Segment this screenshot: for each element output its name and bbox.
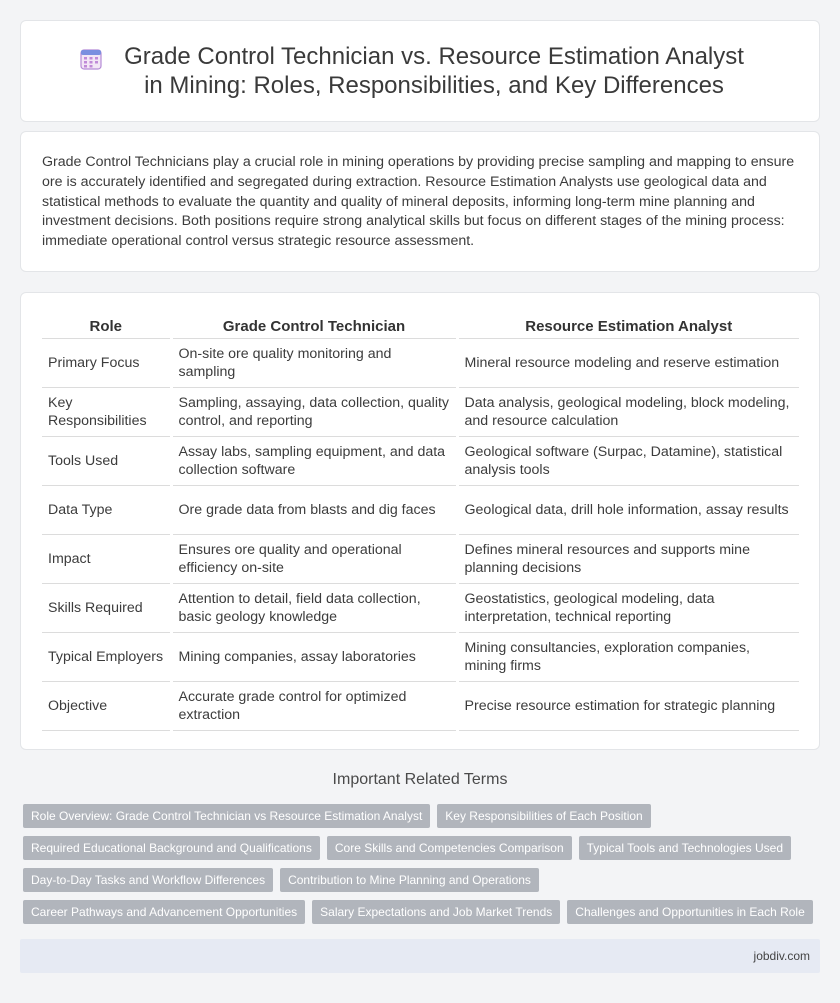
grade-control-cell: Attention to detail, field data collection, basic geology knowledge bbox=[171, 583, 457, 632]
resource-estimation-cell: Data analysis, geological modeling, block modeling, and resource calculation bbox=[457, 387, 799, 436]
row-label: Tools Used bbox=[42, 436, 171, 485]
row-label: Objective bbox=[42, 681, 171, 730]
comparison-table bbox=[42, 316, 799, 731]
table-row bbox=[42, 681, 799, 730]
grade-control-cell: Sampling, assaying, data collection, quality control, and reporting bbox=[171, 387, 457, 436]
comparison-table-card bbox=[20, 292, 820, 750]
table-row bbox=[42, 485, 799, 534]
related-term-tag[interactable]: Required Educational Background and Qualifications bbox=[23, 836, 320, 860]
table-row bbox=[42, 534, 799, 583]
row-label: Impact bbox=[42, 534, 171, 583]
grade-control-cell: Assay labs, sampling equipment, and data collection software bbox=[171, 436, 457, 485]
footer bbox=[20, 939, 820, 973]
table-row bbox=[42, 583, 799, 632]
row-label: Data Type bbox=[42, 485, 171, 534]
related-terms-title: Important Related Terms bbox=[332, 771, 508, 788]
related-term-tag[interactable]: Typical Tools and Technologies Used bbox=[579, 836, 791, 860]
intro-card bbox=[20, 131, 820, 272]
related-term-tag[interactable]: Salary Expectations and Job Market Trends bbox=[312, 900, 560, 924]
table-row bbox=[42, 338, 799, 387]
resource-estimation-cell: Mining consultancies, exploration companies, mining firms bbox=[457, 632, 799, 681]
table-row bbox=[42, 632, 799, 681]
footer-site-link[interactable]: jobdiv.com bbox=[753, 949, 810, 963]
table-header-row bbox=[42, 316, 799, 338]
grade-control-cell: Ore grade data from blasts and dig faces bbox=[171, 485, 457, 534]
header-grade-control: Grade Control Technician bbox=[171, 316, 457, 338]
title-card bbox=[20, 20, 820, 122]
related-term-tag[interactable]: Challenges and Opportunities in Each Role bbox=[567, 900, 812, 924]
row-label: Typical Employers bbox=[42, 632, 171, 681]
resource-estimation-cell: Mineral resource modeling and reserve estimation bbox=[457, 338, 799, 387]
grade-control-cell: Mining companies, assay laboratories bbox=[171, 632, 457, 681]
related-term-tag[interactable]: Role Overview: Grade Control Technician vs Resource Estimation Analyst bbox=[23, 804, 430, 828]
resource-estimation-cell: Geostatistics, geological modeling, data interpretation, technical reporting bbox=[457, 583, 799, 632]
related-term-tag[interactable]: Career Pathways and Advancement Opportunities bbox=[23, 900, 305, 924]
page-title: Grade Control Technician vs. Resource Estimation Analyst in Mining: Roles, Responsibilities, and Key Differences bbox=[124, 43, 744, 99]
related-term-tag[interactable]: Key Responsibilities of Each Position bbox=[437, 804, 650, 828]
grade-control-cell: On-site ore quality monitoring and sampling bbox=[171, 338, 457, 387]
table-row bbox=[42, 436, 799, 485]
grade-control-cell: Ensures ore quality and operational efficiency on-site bbox=[171, 534, 457, 583]
grade-control-cell: Accurate grade control for optimized extraction bbox=[171, 681, 457, 730]
intro-paragraph: Grade Control Technicians play a crucial role in mining operations by providing precise sampling and mapping to ensure ore is accurately identified and segregated during extraction. Resource Estimation Analysts use geological data and statistical methods to evaluate the quantity and quality of mineral deposits, informing long-term mine planning and investment decisions. Both positions require strong analytical skills but focus on different stages of the mining process: immediate operational control versus strategic resource assessment. bbox=[42, 154, 795, 250]
related-terms-tags bbox=[23, 804, 823, 932]
table-row bbox=[42, 387, 799, 436]
resource-estimation-cell: Precise resource estimation for strategic planning bbox=[457, 681, 799, 730]
row-label: Skills Required bbox=[42, 583, 171, 632]
row-label: Primary Focus bbox=[42, 338, 171, 387]
header-resource-estimation: Resource Estimation Analyst bbox=[457, 316, 799, 338]
row-label: Key Responsibilities bbox=[42, 387, 171, 436]
resource-estimation-cell: Defines mineral resources and supports mine planning decisions bbox=[457, 534, 799, 583]
related-term-tag[interactable]: Contribution to Mine Planning and Operations bbox=[280, 868, 539, 892]
resource-estimation-cell: Geological software (Surpac, Datamine), statistical analysis tools bbox=[457, 436, 799, 485]
related-term-tag[interactable]: Day-to-Day Tasks and Workflow Differences bbox=[23, 868, 273, 892]
resource-estimation-cell: Geological data, drill hole information, assay results bbox=[457, 485, 799, 534]
related-term-tag[interactable]: Core Skills and Competencies Comparison bbox=[327, 836, 572, 860]
header-role: Role bbox=[42, 316, 171, 338]
